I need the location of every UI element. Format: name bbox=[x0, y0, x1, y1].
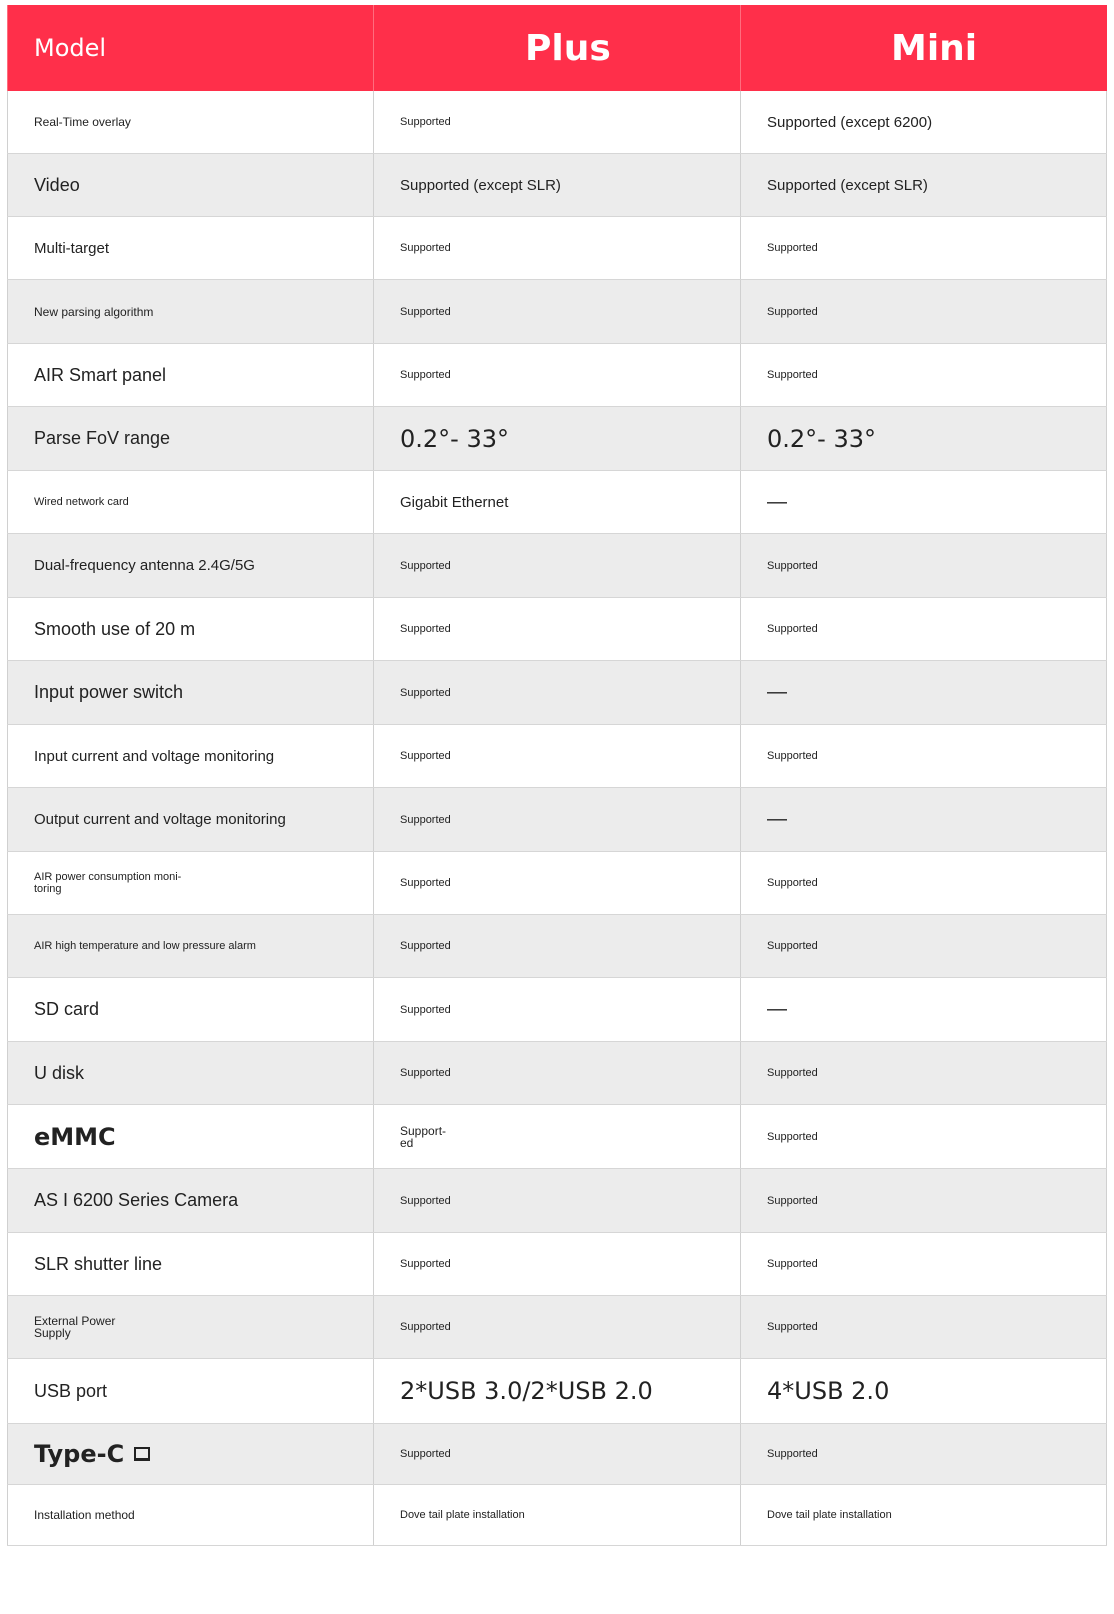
table-cell bbox=[740, 788, 1107, 851]
value-a: Supported bbox=[400, 1321, 451, 1333]
value-a: 0.2°- 33° bbox=[400, 424, 509, 453]
table-cell bbox=[740, 598, 1107, 660]
model-label: Model bbox=[34, 34, 107, 62]
value-a: Supported bbox=[400, 940, 451, 952]
table-row bbox=[7, 91, 1107, 154]
value-a: Gigabit Ethernet bbox=[400, 493, 509, 511]
table-row bbox=[7, 1233, 1107, 1296]
value-a: Supported bbox=[400, 813, 451, 826]
table-cell bbox=[7, 154, 373, 216]
value-b: Supported bbox=[767, 750, 818, 762]
table-cell bbox=[7, 1424, 373, 1484]
product-a-header-cell bbox=[373, 5, 740, 91]
table-cell bbox=[7, 1359, 373, 1423]
table-row bbox=[7, 661, 1107, 725]
table-row bbox=[7, 471, 1107, 534]
table-row bbox=[7, 1105, 1107, 1169]
value-a: Supported bbox=[400, 1194, 451, 1207]
table-cell bbox=[740, 154, 1107, 216]
table-cell bbox=[373, 1296, 740, 1358]
feature-label: Input current and voltage monitoring bbox=[34, 747, 275, 765]
value-a: Supported bbox=[400, 1448, 451, 1460]
value-a: Supported bbox=[400, 305, 451, 318]
table-cell bbox=[7, 915, 373, 977]
feature-label: Multi-target bbox=[34, 239, 110, 257]
value-b: — bbox=[767, 998, 787, 1020]
table-cell bbox=[740, 852, 1107, 914]
feature-label: Video bbox=[34, 174, 80, 195]
value-b: Dove tail plate installation bbox=[767, 1509, 892, 1521]
table-cell bbox=[373, 788, 740, 851]
value-a: Supported bbox=[400, 242, 451, 254]
table-cell bbox=[7, 91, 373, 153]
value-b: — bbox=[767, 681, 787, 703]
table-cell bbox=[7, 407, 373, 470]
feature-label: SD card bbox=[34, 999, 100, 1019]
table-cell bbox=[740, 1042, 1107, 1104]
table-cell bbox=[740, 1105, 1107, 1168]
table-row bbox=[7, 1359, 1107, 1424]
value-a: Support- ed bbox=[400, 1123, 447, 1150]
value-a: Supported bbox=[400, 686, 451, 699]
value-b: — bbox=[767, 490, 787, 513]
table-row bbox=[7, 725, 1107, 788]
value-b: Supported bbox=[767, 1448, 818, 1460]
table-cell bbox=[740, 344, 1107, 406]
table-cell bbox=[740, 1485, 1107, 1545]
table-cell bbox=[7, 1233, 373, 1295]
value-a: Supported bbox=[400, 116, 451, 128]
table-row bbox=[7, 1485, 1107, 1546]
table-cell bbox=[373, 852, 740, 914]
table-row bbox=[7, 1424, 1107, 1485]
table-row bbox=[7, 852, 1107, 915]
table-cell bbox=[373, 280, 740, 343]
table-row bbox=[7, 344, 1107, 407]
table-row bbox=[7, 598, 1107, 661]
value-b: 0.2°- 33° bbox=[767, 424, 876, 453]
value-b: Supported bbox=[767, 1321, 818, 1333]
feature-label: SLR shutter line bbox=[34, 1253, 163, 1274]
table-row bbox=[7, 154, 1107, 217]
feature-label: Parse FoV range bbox=[34, 428, 171, 448]
header-row bbox=[7, 5, 1107, 91]
table-cell bbox=[740, 1359, 1107, 1423]
feature-label: Installation method bbox=[34, 1508, 135, 1522]
value-a: Supported bbox=[400, 1067, 451, 1079]
table-cell bbox=[740, 978, 1107, 1041]
table-cell bbox=[7, 661, 373, 724]
table-cell bbox=[740, 91, 1107, 153]
value-b: Supported bbox=[767, 559, 818, 572]
value-b: Supported bbox=[767, 877, 818, 889]
value-b: Supported bbox=[767, 1194, 818, 1207]
feature-label: Output current and voltage monitoring bbox=[34, 811, 286, 828]
table-cell bbox=[7, 344, 373, 406]
table-cell bbox=[373, 1233, 740, 1295]
table-cell bbox=[373, 725, 740, 787]
table-cell bbox=[740, 1424, 1107, 1484]
value-a: Supported bbox=[400, 1258, 451, 1270]
feature-label: AIR high temperature and low pressure alarm bbox=[34, 940, 256, 952]
table-cell bbox=[373, 661, 740, 724]
table-cell bbox=[7, 534, 373, 597]
feature-label: U disk bbox=[34, 1062, 85, 1083]
feature-label: Real-Time overlay bbox=[34, 115, 131, 129]
table-cell bbox=[7, 1105, 373, 1168]
value-a: Supported (except SLR) bbox=[400, 176, 561, 194]
table-cell bbox=[373, 407, 740, 470]
feature-label: USB port bbox=[34, 1380, 108, 1401]
table-row bbox=[7, 1169, 1107, 1233]
table-cell bbox=[373, 1424, 740, 1484]
product-b-name: Mini bbox=[891, 27, 978, 69]
table-cell bbox=[373, 1485, 740, 1545]
table-cell bbox=[740, 217, 1107, 279]
comparison-table bbox=[7, 5, 1107, 1546]
feature-label: AIR power consumption moni- toring bbox=[34, 871, 182, 895]
value-b: Supported bbox=[767, 1130, 818, 1143]
table-cell bbox=[740, 280, 1107, 343]
table-cell bbox=[740, 915, 1107, 977]
table-cell bbox=[373, 344, 740, 406]
table-cell bbox=[740, 471, 1107, 533]
table-row bbox=[7, 217, 1107, 280]
table-row bbox=[7, 915, 1107, 978]
value-a: Supported bbox=[400, 369, 451, 381]
table-cell bbox=[740, 407, 1107, 470]
table-row bbox=[7, 407, 1107, 471]
feature-label: Dual-frequency antenna 2.4G/5G bbox=[34, 557, 255, 574]
table-cell bbox=[373, 217, 740, 279]
value-b: Supported (except 6200) bbox=[767, 113, 933, 131]
value-b: — bbox=[767, 808, 787, 830]
table-cell bbox=[740, 1296, 1107, 1358]
table-cell bbox=[7, 978, 373, 1041]
value-b: Supported bbox=[767, 242, 818, 254]
table-cell bbox=[7, 1169, 373, 1232]
value-b: Supported bbox=[767, 305, 818, 318]
feature-label: eMMC bbox=[34, 1122, 116, 1151]
value-b: Supported (except SLR) bbox=[767, 176, 928, 194]
feature-label: Input power switch bbox=[34, 682, 184, 702]
table-cell bbox=[7, 471, 373, 533]
feature-label: New parsing algorithm bbox=[34, 304, 154, 319]
feature-label: AS I 6200 Series Camera bbox=[34, 1190, 239, 1210]
table-cell bbox=[373, 534, 740, 597]
feature-label: External Power Supply bbox=[34, 1314, 116, 1340]
table-cell bbox=[7, 1485, 373, 1545]
table-cell bbox=[7, 1042, 373, 1104]
value-a: Supported bbox=[400, 750, 451, 762]
table-cell bbox=[7, 788, 373, 851]
value-b: Supported bbox=[767, 1067, 818, 1079]
value-a: 2*USB 3.0/2*USB 2.0 bbox=[400, 1377, 653, 1405]
table-row bbox=[7, 978, 1107, 1042]
table-cell bbox=[373, 471, 740, 533]
table-cell bbox=[7, 725, 373, 787]
value-a: Dove tail plate installation bbox=[400, 1509, 525, 1521]
value-a: Supported bbox=[400, 559, 451, 572]
table-cell bbox=[373, 1105, 740, 1168]
value-a: Supported bbox=[400, 1003, 451, 1016]
table-row bbox=[7, 1296, 1107, 1359]
table-cell bbox=[740, 661, 1107, 724]
feature-label: Type-C bbox=[34, 1440, 125, 1468]
table-cell bbox=[373, 1042, 740, 1104]
table-cell bbox=[373, 91, 740, 153]
feature-label: Smooth use of 20 m bbox=[34, 618, 196, 639]
table-cell bbox=[373, 598, 740, 660]
feature-label: Wired network card bbox=[34, 496, 129, 508]
table-cell bbox=[740, 534, 1107, 597]
value-b: Supported bbox=[767, 1258, 818, 1270]
table-cell bbox=[7, 280, 373, 343]
value-b: Supported bbox=[767, 369, 818, 381]
table-row bbox=[7, 788, 1107, 852]
table-row bbox=[7, 280, 1107, 344]
type-c-port-icon bbox=[134, 1447, 150, 1461]
table-cell bbox=[373, 1359, 740, 1423]
value-a: Supported bbox=[400, 877, 451, 889]
value-a: Supported bbox=[400, 623, 451, 635]
table-cell bbox=[7, 1296, 373, 1358]
table-cell bbox=[740, 725, 1107, 787]
value-b: Supported bbox=[767, 940, 818, 952]
table-cell bbox=[7, 217, 373, 279]
table-cell bbox=[740, 1233, 1107, 1295]
table-cell bbox=[373, 154, 740, 216]
product-a-name: Plus bbox=[525, 27, 611, 69]
table-cell bbox=[7, 852, 373, 914]
feature-label: AIR Smart panel bbox=[34, 364, 167, 385]
table-cell bbox=[373, 978, 740, 1041]
value-b: 4*USB 2.0 bbox=[767, 1377, 890, 1405]
product-b-header-cell bbox=[740, 5, 1107, 91]
model-header-cell bbox=[7, 5, 373, 91]
table-cell bbox=[373, 1169, 740, 1232]
table-row bbox=[7, 1042, 1107, 1105]
table-cell bbox=[373, 915, 740, 977]
table-cell bbox=[7, 598, 373, 660]
table-row bbox=[7, 534, 1107, 598]
value-b: Supported bbox=[767, 623, 818, 635]
table-cell bbox=[740, 1169, 1107, 1232]
